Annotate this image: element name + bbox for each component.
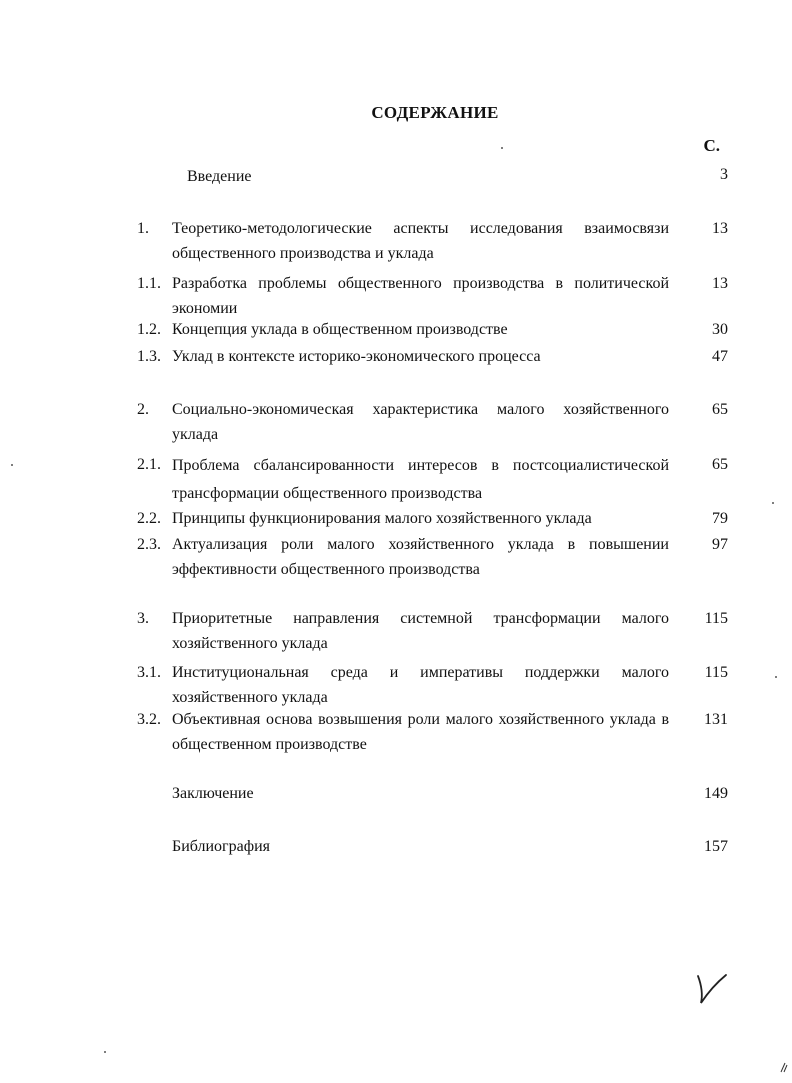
toc-entry-number: 3.1. bbox=[137, 664, 161, 681]
toc-entry-page: 115 bbox=[704, 664, 728, 681]
toc-entry-page: 115 bbox=[704, 610, 728, 627]
toc-entry-text: Заключение bbox=[172, 785, 254, 802]
toc-entry-page: 131 bbox=[704, 711, 728, 728]
toc-entry-page: 79 bbox=[712, 510, 728, 527]
toc-entry-number: 1. bbox=[137, 220, 149, 237]
toc-entry-text: Концепция уклада в общественном производстве bbox=[172, 321, 508, 338]
toc-entry-text: Проблема сбалансированности интересов в постсоциалистической трансформации общественного производства bbox=[172, 457, 669, 502]
scan-speck bbox=[104, 1051, 106, 1053]
toc-entry-page: 65 bbox=[712, 456, 728, 473]
toc-entry-text: Социально-экономическая характеристика малого хозяйственного уклада bbox=[172, 401, 669, 443]
toc-entry-page: 157 bbox=[704, 838, 728, 855]
toc-entry-page: 65 bbox=[712, 401, 728, 418]
scan-mark bbox=[779, 1060, 789, 1074]
toc-entry-text: Институциональная среда и императивы поддержки малого хозяйственного уклада bbox=[172, 664, 669, 706]
handwritten-check-mark bbox=[695, 972, 729, 1006]
scan-speck bbox=[775, 676, 777, 678]
scan-speck bbox=[772, 502, 774, 504]
toc-entry-number: 2. bbox=[137, 401, 149, 418]
toc-entry-number: 1.2. bbox=[137, 321, 161, 338]
toc-entry-text: Библиография bbox=[172, 838, 270, 855]
toc-entry-number: 1.3. bbox=[137, 348, 161, 365]
toc-entry-page: 47 bbox=[712, 348, 728, 365]
toc-entry-text: Разработка проблемы общественного производства в политической экономии bbox=[172, 275, 669, 317]
toc-entry-text: Объективная основа возвышения роли малого хозяйственного уклада в общественном производстве bbox=[172, 711, 669, 753]
toc-entry-text: Актуализация роли малого хозяйственного уклада в повышении эффективности общественного производства bbox=[172, 536, 669, 578]
toc-entry-text: Теоретико-методологические аспекты исследования взаимосвязи общественного производства и уклада bbox=[172, 220, 669, 262]
toc-entry-number: 2.2. bbox=[137, 510, 161, 527]
toc-entry-number: 2.1. bbox=[137, 456, 161, 473]
toc-entry-page: 149 bbox=[704, 785, 728, 802]
toc-entry-page: 13 bbox=[712, 275, 728, 292]
toc-entry-number: 3. bbox=[137, 610, 149, 627]
toc-entry-page: 30 bbox=[712, 321, 728, 338]
toc-entry-number: 3.2. bbox=[137, 711, 161, 728]
toc-entry-page: 3 bbox=[720, 166, 728, 183]
toc-entry-text: Принципы функционирования малого хозяйственного уклада bbox=[172, 510, 592, 527]
toc-entry-text: Введение bbox=[187, 168, 252, 185]
toc-entry-number: 2.3. bbox=[137, 536, 161, 553]
page-column-header: С. bbox=[703, 136, 720, 155]
scan-speck bbox=[11, 464, 13, 466]
toc-entry-page: 97 bbox=[712, 536, 728, 553]
toc-entry-text: Приоритетные направления системной трансформации малого хозяйственного уклада bbox=[172, 610, 669, 652]
toc-entry-text: Уклад в контексте историко-экономического процесса bbox=[172, 348, 541, 365]
scan-speck bbox=[501, 147, 503, 149]
toc-entry-page: 13 bbox=[712, 220, 728, 237]
page-title: СОДЕРЖАНИЕ bbox=[371, 103, 499, 122]
toc-entry-number: 1.1. bbox=[137, 275, 161, 292]
